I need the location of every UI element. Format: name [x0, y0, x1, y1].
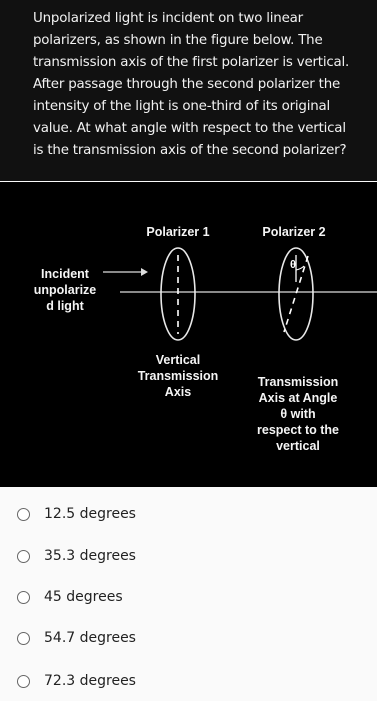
- question-line: intensity of the light is one-third of its original: [33, 99, 331, 114]
- option-35-3[interactable]: [0, 536, 377, 576]
- radio-button[interactable]: [17, 550, 30, 563]
- incident-line: unpolarize: [33, 283, 97, 297]
- question-line: After passage through the second polarizer the: [33, 77, 341, 92]
- question-line: transmission axis of the first polarizer is vertical.: [33, 55, 350, 70]
- angle-arc: [296, 266, 304, 270]
- vertical-axis-line: Axis: [164, 385, 192, 399]
- question-line: value. At what angle with respect to the vertical: [33, 121, 346, 136]
- question-line: Unpolarized light is incident on two linear: [33, 11, 303, 26]
- theta-symbol: θ: [290, 259, 296, 271]
- angle-axis-line: Transmission: [257, 375, 339, 389]
- radio-button[interactable]: [17, 591, 30, 604]
- incident-label: [25, 266, 105, 314]
- option-label: 35.3 degrees: [44, 548, 136, 564]
- polarizer-1-label: Polarizer 1: [146, 225, 210, 239]
- question-panel: [0, 0, 377, 181]
- vertical-axis-line: Transmission: [137, 369, 219, 383]
- question-line: polarizers, as shown in the figure below. The: [33, 33, 323, 48]
- polarizer-2-label: Polarizer 2: [262, 225, 326, 239]
- option-12-5[interactable]: [0, 494, 377, 534]
- incident-line: d light: [46, 299, 84, 313]
- option-label: 45 degrees: [44, 589, 123, 605]
- angle-axis-line: respect to the: [257, 423, 339, 437]
- option-label: 12.5 degrees: [44, 506, 136, 522]
- question-text: [33, 8, 373, 162]
- incident-arrow-head: [141, 268, 148, 276]
- radio-button[interactable]: [17, 675, 30, 688]
- angle-axis-line: Axis at Angle: [258, 391, 338, 405]
- angle-axis-line: θ with: [280, 407, 316, 421]
- option-label: 72.3 degrees: [44, 673, 136, 689]
- angle-axis-line: vertical: [276, 439, 320, 453]
- radio-button[interactable]: [17, 632, 30, 645]
- option-label: 54.7 degrees: [44, 630, 136, 646]
- question-line: is the transmission axis of the second polarizer?: [33, 143, 347, 158]
- vertical-axis-line: Vertical: [155, 353, 201, 367]
- angle-axis-label: [244, 374, 352, 454]
- option-45[interactable]: [0, 577, 377, 617]
- option-54-7[interactable]: [0, 618, 377, 658]
- polarizer-figure: [0, 182, 377, 487]
- incident-line: Incident: [41, 267, 89, 281]
- option-72-3[interactable]: [0, 661, 377, 701]
- answer-options: [0, 487, 377, 700]
- vertical-axis-label: [126, 352, 230, 400]
- radio-button[interactable]: [17, 508, 30, 521]
